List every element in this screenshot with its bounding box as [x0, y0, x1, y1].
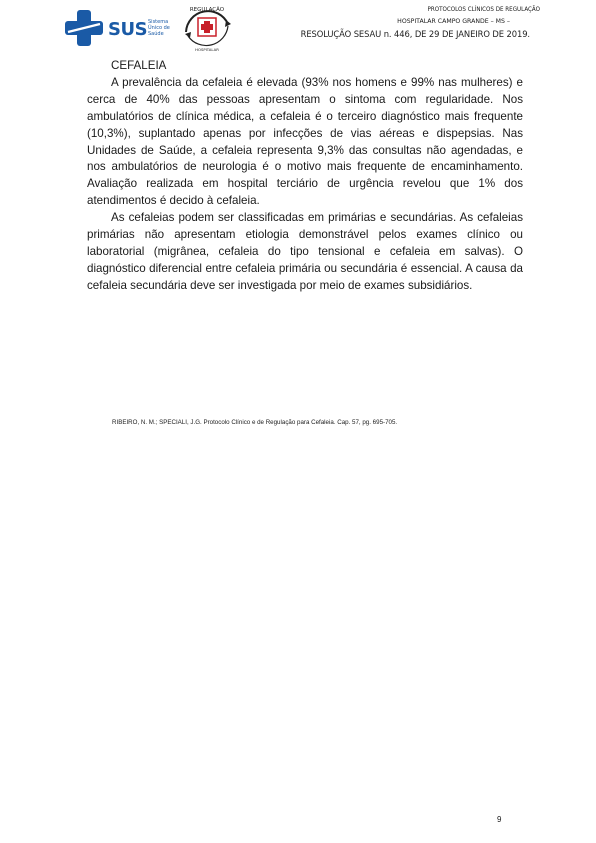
paragraph-prevalence: A prevalência da cefaleia é elevada (93% nos homens e 99% nas mulheres) e cerca de 40% das pessoas apresentam o sintoma com regularidade. Nos ambulatórios de clínica médica, a cefaleia é o terceiro diagnóstico mais frequente (10,3%), suplantado apenas por infecções de vias aéreas e dispepsias. Nas Unidades de Saúde, a cefaleia representa 9,3% das consultas não agendadas, e nos ambulatórios de neurologia é o motivo mais frequente de encaminhamento. Avaliação realizada em hospital terciário de urgência revelou que 1% dos atendimentos é decido à cefaleia. [87, 75, 523, 208]
header-protocol-title: PROTOCOLOS CLÍNICOS DE REGULAÇÃO [427, 6, 540, 13]
header-resolution-line: RESOLUÇÃO SESAU n. 446, DE 29 DE JANEIRO DE 2019. [300, 29, 530, 39]
page-number: 9 [497, 815, 502, 824]
page-header [0, 0, 596, 56]
document-body [87, 58, 523, 295]
sus-logo [62, 8, 174, 48]
sus-cross-icon [62, 8, 106, 48]
reference-citation: RIBEIRO, N. M.; SPECIALI, J.G. Protocolo Clínico e de Regulação para Cefaleia. Cap. 57, pg. 695-705. [112, 419, 398, 426]
section-title: CEFALEIA [111, 59, 167, 72]
paragraph-classification: As cefaleias podem ser classificadas em primárias e secundárias. As cefaleias primárias não apresentam etiologia demonstrável pelos exames clínico ou laboratorial (migrânea, cefaleia do tipo tensional e cefaleia em salvas). O diagnóstico diferencial entre cefaleia primária ou secundária é essencial. A causa da cefaleia secundária deve ser investigada por meio de exames subsidiários. [87, 211, 523, 292]
regulation-logo-bottom-text: HOSPITALAR [195, 47, 219, 52]
regulation-logo-text: REGULAÇÃO [189, 7, 225, 13]
header-hospital-line: HOSPITALAR CAMPO GRANDE – MS – [397, 18, 510, 25]
regulation-logo [178, 2, 236, 54]
sus-logo-text: SUS [108, 19, 148, 40]
sus-logo-subtitle: Sistema Único de Saúde [148, 19, 170, 37]
